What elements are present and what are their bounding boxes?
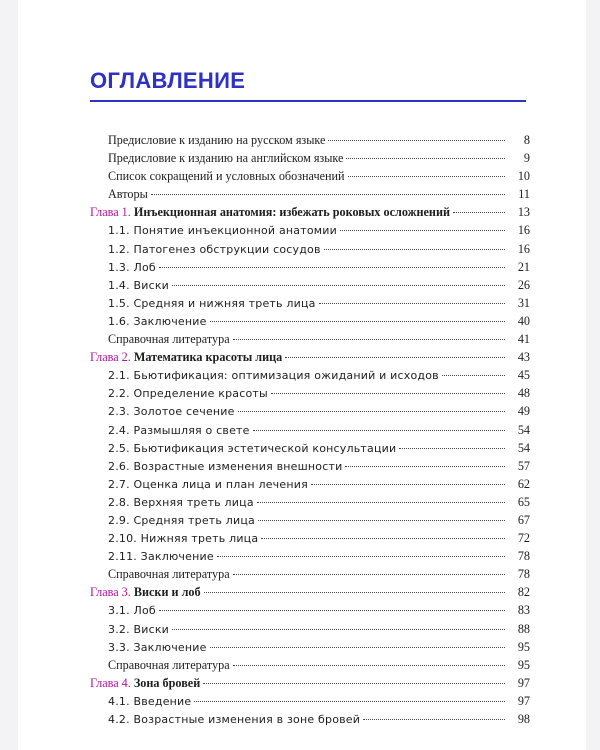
toc-entry[interactable] [90, 221, 530, 239]
page-number: 97 [517, 675, 530, 690]
page-number: 16 [517, 241, 530, 256]
toc-entry[interactable] [90, 240, 530, 258]
dot-leader [453, 212, 505, 213]
toc-entry[interactable] [90, 692, 530, 710]
toc-entry[interactable] [90, 656, 530, 674]
page-number: 65 [517, 494, 530, 509]
dot-leader [204, 592, 505, 593]
toc-entry[interactable] [90, 330, 530, 348]
dot-leader [233, 574, 505, 575]
toc-entry-label: 2.2. Определение красоты [108, 387, 268, 401]
table-of-contents [90, 131, 530, 728]
page-number: 78 [517, 549, 530, 564]
toc-entry-label: 2.3. Золотое сечение [108, 405, 235, 419]
toc-entry-label: 2.5. Бьютификация эстетической консультации [108, 441, 397, 455]
dot-leader [151, 194, 505, 195]
toc-entry[interactable] [90, 167, 530, 185]
toc-entry-label: 2.1. Бьютификация: оптимизация ожиданий и исходов [108, 369, 439, 383]
page-number: 83 [517, 603, 530, 618]
toc-entry-label: Справочная литература [108, 332, 230, 347]
page-number: 78 [517, 567, 530, 582]
page-number: 43 [517, 350, 530, 365]
toc-entry[interactable] [90, 511, 530, 529]
toc-entry[interactable] [90, 475, 530, 493]
dot-leader [159, 267, 505, 268]
toc-chapter-entry[interactable] [90, 348, 530, 366]
toc-entry-label [90, 348, 282, 366]
toc-entry-label: 3.3. Заключение [108, 640, 207, 654]
toc-entry[interactable] [90, 185, 530, 203]
book-page [18, 0, 586, 750]
toc-entry[interactable] [90, 710, 530, 728]
toc-entry-label: 2.11. Заключение [108, 550, 214, 564]
toc-entry-label: 1.5. Средняя и нижняя треть лица [108, 296, 316, 310]
toc-entry[interactable] [90, 565, 530, 583]
toc-entry-label: 2.4. Размышляя о свете [108, 423, 250, 437]
dot-leader [217, 556, 505, 557]
toc-entry[interactable] [90, 312, 530, 330]
dot-leader [253, 430, 505, 431]
page-number: 45 [517, 368, 530, 383]
page-number: 41 [517, 332, 530, 347]
dot-leader [172, 629, 505, 630]
toc-entry-label: Справочная литература [108, 657, 230, 672]
toc-entry[interactable] [90, 620, 530, 638]
toc-entry-label: 3.1. Лоб [108, 604, 156, 618]
toc-entry-label: 2.7. Оценка лица и план лечения [108, 477, 308, 491]
toc-entry-label: Справочная литература [108, 567, 230, 582]
dot-leader [257, 502, 505, 503]
chapter-number: Глава 1. [90, 205, 131, 220]
page-title: ОГЛАВЛЕНИЕ [90, 68, 246, 93]
page-number: 82 [517, 585, 530, 600]
page-number: 40 [517, 313, 530, 328]
chapter-number: Глава 2. [90, 350, 131, 365]
page-number: 57 [517, 458, 530, 473]
dot-leader [271, 393, 505, 394]
toc-chapter-entry[interactable] [90, 583, 530, 601]
page-number: 67 [517, 512, 530, 527]
toc-entry-label: Авторы [108, 187, 148, 202]
toc-entry-label [90, 674, 200, 692]
dot-leader [319, 303, 505, 304]
dot-leader [348, 176, 505, 177]
toc-entry-label: 4.1. Введение [108, 694, 192, 708]
dot-leader [363, 719, 505, 720]
toc-entry[interactable] [90, 384, 530, 402]
toc-entry-label: 2.8. Верхняя треть лица [108, 495, 254, 509]
toc-entry[interactable] [90, 493, 530, 511]
dot-leader [399, 448, 505, 449]
toc-entry-label: 2.10. Нижняя треть лица [108, 532, 259, 546]
dot-leader [210, 647, 505, 648]
toc-entry-label: 1.3. Лоб [108, 260, 156, 274]
title-underline [90, 100, 526, 102]
page-number: 16 [517, 223, 530, 238]
dot-leader [285, 357, 505, 358]
page-number: 95 [517, 639, 530, 654]
toc-entry[interactable] [90, 638, 530, 656]
dot-leader [233, 665, 505, 666]
page-number: 26 [517, 277, 530, 292]
dot-leader [258, 520, 505, 521]
toc-entry[interactable] [90, 601, 530, 619]
dot-leader [346, 158, 505, 159]
toc-entry-label: 2.6. Возрастные изменения внешности [108, 459, 343, 473]
toc-entry-label: 2.9. Средняя треть лица [108, 513, 255, 527]
page-number: 49 [517, 404, 530, 419]
page-number: 54 [517, 440, 530, 455]
dot-leader [340, 230, 505, 231]
toc-chapter-entry[interactable] [90, 203, 530, 221]
toc-entry-label: 1.4. Виски [108, 278, 170, 292]
page-number: 98 [517, 712, 530, 726]
page-number: 72 [517, 531, 530, 546]
dot-leader [194, 701, 505, 702]
dot-leader [159, 610, 505, 611]
chapter-title: Инъекционная анатомия: избежать роковых осложнений [133, 205, 451, 220]
page-number: 10 [517, 169, 530, 184]
dot-leader [172, 285, 505, 286]
toc-entry[interactable] [90, 457, 530, 475]
dot-leader [203, 683, 505, 684]
chapter-title: Виски и лоб [133, 585, 201, 600]
toc-entry[interactable] [90, 421, 530, 439]
page-number: 9 [523, 151, 530, 166]
chapter-title: Зона бровей [133, 675, 201, 690]
toc-entry-label: 1.1. Понятие инъекционной анатомии [108, 224, 337, 238]
page-number: 8 [523, 133, 530, 147]
dot-leader [442, 375, 505, 376]
page-number: 48 [517, 386, 530, 401]
toc-entry-label: 4.2. Возрастные изменения в зоне бровей [108, 713, 361, 726]
page-number: 97 [517, 693, 530, 708]
page-number: 21 [517, 259, 530, 274]
page-number: 95 [517, 657, 530, 672]
toc-entry[interactable] [90, 131, 530, 149]
page-number: 13 [517, 205, 530, 220]
chapter-title: Математика красоты лица [133, 350, 283, 365]
toc-entry[interactable] [90, 149, 530, 167]
dot-leader [311, 484, 505, 485]
dot-leader [238, 411, 505, 412]
toc-entry[interactable] [90, 294, 530, 312]
toc-entry[interactable] [90, 439, 530, 457]
dot-leader [328, 140, 505, 141]
toc-entry-label [90, 583, 201, 601]
dot-leader [345, 466, 505, 467]
toc-entry-label: 1.2. Патогенез обструкции сосудов [108, 242, 321, 256]
toc-entry[interactable] [90, 366, 530, 384]
chapter-number: Глава 4. [90, 675, 131, 690]
page-number: 11 [518, 187, 530, 202]
toc-entry-label: 1.6. Заключение [108, 314, 207, 328]
toc-entry-label: 3.2. Виски [108, 622, 170, 636]
page-number: 54 [517, 422, 530, 437]
dot-leader [324, 249, 505, 250]
toc-entry[interactable] [90, 276, 530, 294]
page-number: 31 [517, 295, 530, 310]
toc-entry-label: Предисловие к изданию на русском языке [108, 133, 326, 147]
toc-entry[interactable] [90, 402, 530, 420]
toc-entry-label [90, 203, 450, 221]
toc-entry[interactable] [90, 547, 530, 565]
page-number: 88 [517, 621, 530, 636]
toc-chapter-entry[interactable] [90, 674, 530, 692]
dot-leader [210, 321, 505, 322]
toc-entry-label: Список сокращений и условных обозначений [108, 169, 345, 184]
toc-entry[interactable] [90, 529, 530, 547]
toc-entry-label: Предисловие к изданию на английском языке [108, 151, 344, 166]
chapter-number: Глава 3. [90, 585, 131, 600]
toc-entry[interactable] [90, 258, 530, 276]
dot-leader [261, 538, 505, 539]
page-number: 62 [517, 476, 530, 491]
dot-leader [233, 339, 505, 340]
